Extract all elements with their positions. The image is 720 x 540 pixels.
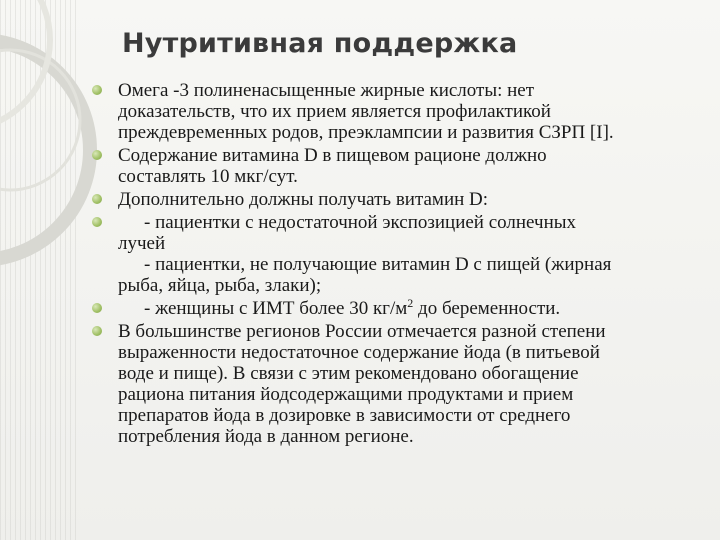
text-line: - пациентки с недостаточной экспозицией солнечных bbox=[144, 212, 577, 233]
text-line: Содержание витамина D в пищевом рационе должно bbox=[118, 145, 547, 166]
list-item bbox=[92, 298, 698, 319]
text-line: составлять 10 мкг/сут. bbox=[118, 166, 298, 187]
list-item bbox=[92, 212, 698, 296]
text-line: В большинстве регионов России отмечается разной степени bbox=[118, 321, 606, 342]
text-line: воде и пище). В связи с этим рекомендовано обогащение bbox=[118, 363, 579, 384]
bullet-icon bbox=[92, 303, 102, 313]
text-line: доказательств, что их прием является профилактикой bbox=[118, 101, 551, 122]
text-line: рациона питания йодсодержащими продуктами и прием bbox=[118, 384, 574, 405]
text-fragment: - женщины с ИМТ более 30 кг/м bbox=[144, 298, 408, 319]
text-line bbox=[118, 298, 698, 319]
text-line: потребления йода в данном регионе. bbox=[118, 426, 414, 447]
text-line: выраженности недостаточное содержание йода (в питьевой bbox=[118, 342, 600, 363]
text-fragment: до беременности. bbox=[413, 298, 561, 319]
bullet-icon bbox=[92, 85, 102, 95]
bullet-icon bbox=[92, 150, 102, 160]
bullet-icon bbox=[92, 217, 102, 227]
text-line: лучей bbox=[118, 233, 166, 254]
text-line: Дополнительно должны получать витамин D: bbox=[118, 189, 489, 210]
list-item bbox=[92, 189, 698, 210]
slide-title: Нутритивная поддержка bbox=[122, 28, 518, 59]
bullet-icon bbox=[92, 194, 102, 204]
superscript: 2 bbox=[407, 296, 414, 310]
list-item bbox=[92, 80, 698, 143]
text-line: рыба, яйца, рыба, злаки); bbox=[118, 275, 322, 296]
text-line: препаратов йода в дозировке в зависимости от среднего bbox=[118, 405, 571, 426]
list-item bbox=[92, 145, 698, 187]
list-item bbox=[92, 321, 698, 447]
bullet-list bbox=[92, 80, 698, 449]
text-line: преждевременных родов, преэклампсии и развития СЗРП [I]. bbox=[118, 122, 614, 143]
text-line: - пациентки, не получающие витамин D с пищей (жирная bbox=[144, 254, 612, 275]
bullet-icon bbox=[92, 326, 102, 336]
text-line: Омега -3 полиненасыщенные жирные кислоты: нет bbox=[118, 80, 535, 101]
